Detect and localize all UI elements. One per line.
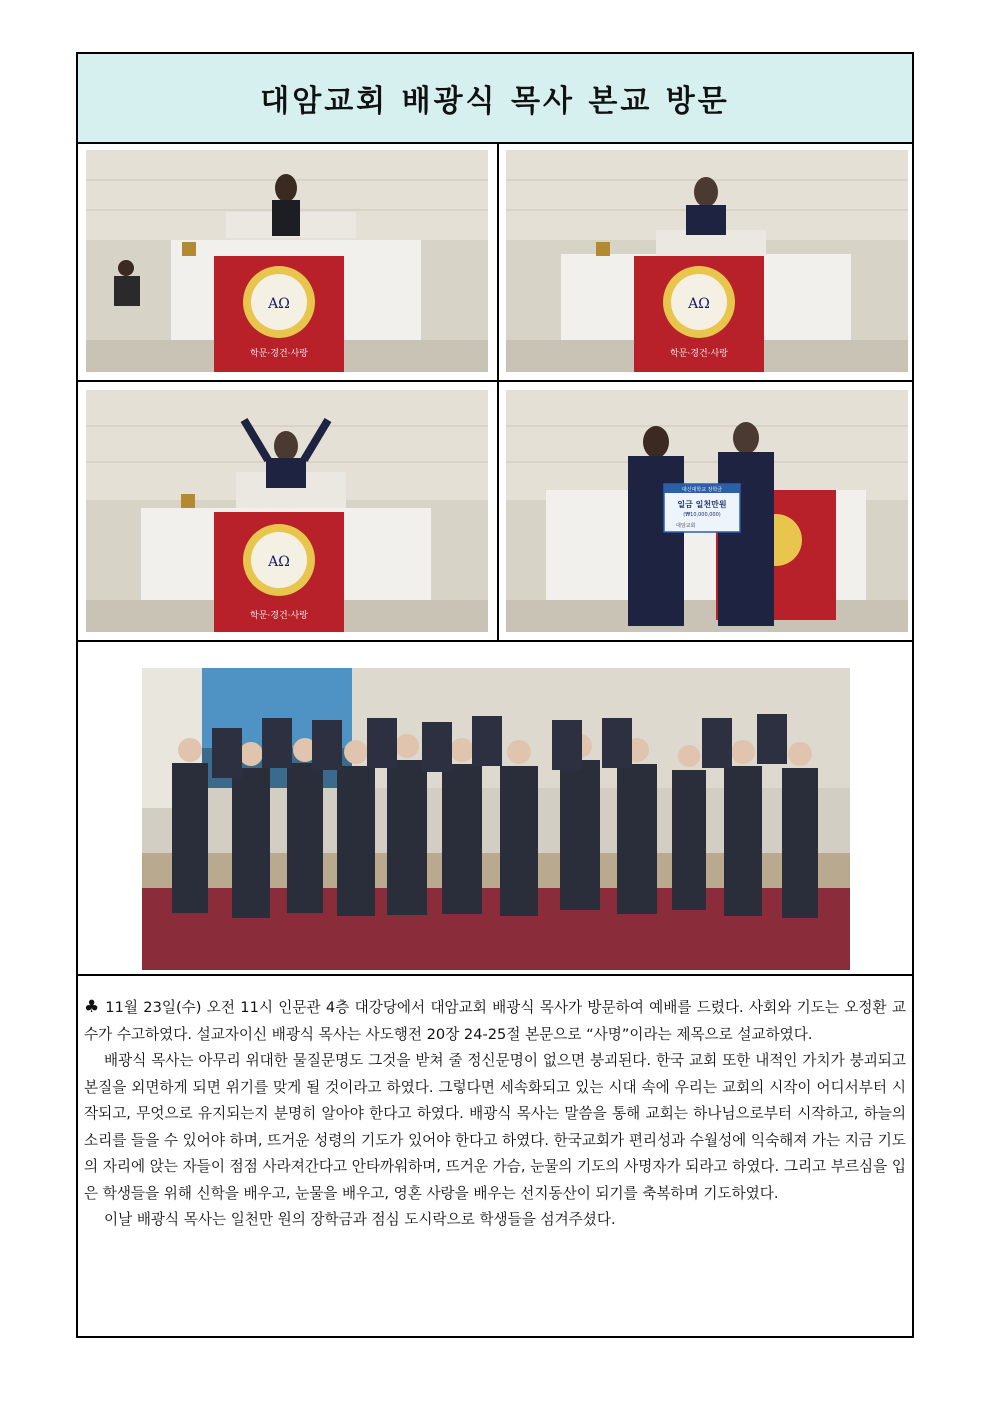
photo-pastor-at-podium-2 <box>506 150 908 372</box>
photo-scholarship-presentation <box>506 390 908 632</box>
svg-text:AΩ: AΩ <box>268 296 290 312</box>
paragraph-2: 배광식 목사는 아무리 위대한 물질문명도 그것을 받쳐 줄 정신문명이 없으면 붕괴된다. 한국 교회 또한 내적인 가치가 붕괴되고 본질을 외면하게 되면 위기를 맞게 될 것이라고 하였다. 그렇다면 세속화되고 있는 시대 속에 우리는 교회의 시작이 어디서부터 시작되고, 무엇으로 유지되는지 분명히 알아야 한다고 하였다. 배광식 목사는 말씀을 통해 교회는 하나님으로부터 시작하고, 하늘의 소리를 들을 수 있어야 하며, 뜨거운 성령의 기도가 있어야 한다고 하였다. 한국교회가 편리성과 수월성에 익숙해져 가는 지금 기도의 자리에 앉는 자들이 점점 사라져간다고 안타까워하며, 뜨거운 가슴, 눈물의 기도의 사명자가 되라고 하였다. 그리고 부르심을 입은 학생들을 위해 신학을 배우고, 눈물을 배우고, 영혼 사랑을 배우는 선지동산이 되기를 축복하며 기도하였다. <box>84 1052 906 1202</box>
title-bar <box>78 54 912 144</box>
photo-pastor-at-podium-1 <box>86 150 488 372</box>
svg-text:학문·경건·사랑: 학문·경건·사랑 <box>670 349 728 359</box>
svg-text:(₩10,000,000): (₩10,000,000) <box>683 512 721 518</box>
svg-text:학문·경건·사랑: 학문·경건·사랑 <box>250 349 308 359</box>
grid-divider-horizontal <box>78 380 912 382</box>
club-icon: ♣ <box>84 997 100 1017</box>
svg-text:AΩ: AΩ <box>268 554 290 570</box>
article-body <box>78 974 912 1234</box>
photo-group <box>142 668 850 970</box>
banner-graphic <box>214 256 344 372</box>
photo-grid <box>78 142 912 642</box>
paragraph-3: 이날 배광식 목사는 일천만 원의 장학금과 점심 도시락으로 학생들을 섬겨주셨다. <box>104 1211 616 1228</box>
grid-divider-vertical <box>497 142 499 640</box>
paragraph-1 <box>84 994 906 1048</box>
svg-text:일금 일천만원: 일금 일천만원 <box>677 500 727 509</box>
article-frame <box>76 52 914 1338</box>
banner-graphic <box>634 256 764 372</box>
svg-text:AΩ: AΩ <box>688 296 710 312</box>
group-photo-section <box>78 640 912 976</box>
svg-text:학문·경건·사랑: 학문·경건·사랑 <box>250 611 308 621</box>
page-title: 대암교회 배광식 목사 본교 방문 <box>260 84 730 119</box>
svg-text:대신대학교 장학금: 대신대학교 장학금 <box>681 487 723 493</box>
scholarship-cheque <box>664 484 740 532</box>
photo-pastor-praying <box>86 390 488 632</box>
paragraph-1-text: 11월 23일(수) 오전 11시 인문관 4층 대강당에서 대암교회 배광식 목사가 방문하여 예배를 드렸다. 사회와 기도는 오정환 교수가 수고하였다. 설교자이신 배광식 목사는 사도행전 20장 24-25절 본문으로 “사명”이라는 제목으로 설교하였다. <box>84 999 907 1043</box>
banner-graphic <box>214 512 344 632</box>
svg-text:대암교회: 대암교회 <box>676 523 696 529</box>
